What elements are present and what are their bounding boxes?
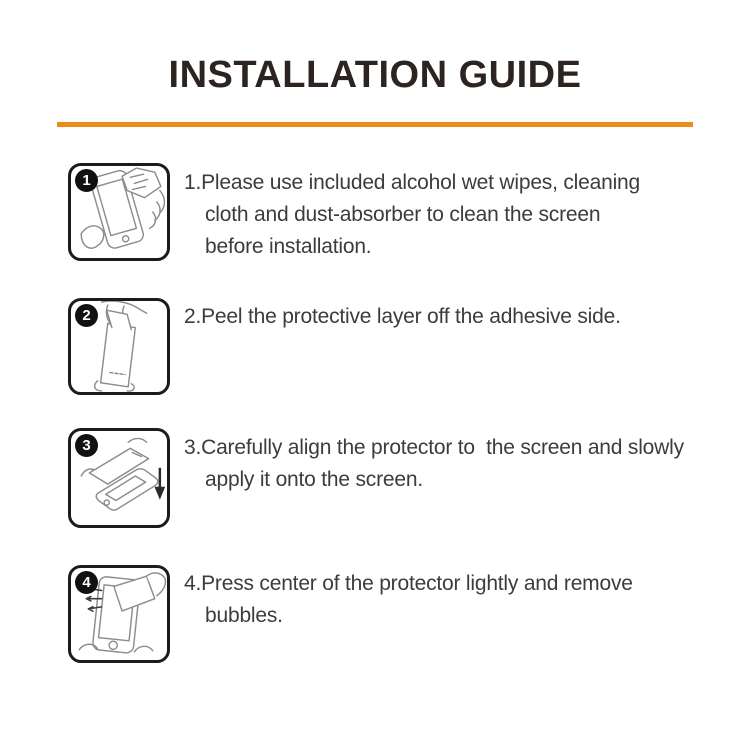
step-1-line-3: before installation. [205,235,372,258]
step-2-illustration-box [68,298,170,395]
step-2-line-1: 2.Peel the protective layer off the adhesive side. [184,305,621,328]
step-4-line-2: bubbles. [205,604,283,627]
title-divider [57,122,693,127]
step-4-line-1: 4.Press center of the protector lightly and remove [184,572,633,595]
step-2-number-badge: 2 [75,304,98,327]
step-2-instruction [184,301,621,333]
step-4-number-badge: 4 [75,571,98,594]
step-1-instruction [184,167,640,263]
step-4-instruction [184,568,633,632]
step-1-number-badge: 1 [75,169,98,192]
step-3-instruction [184,432,684,496]
step-1-line-1: 1.Please use included alcohol wet wipes, cleaning [184,171,640,194]
step-1-illustration-box [68,163,170,261]
step-4-illustration-box [68,565,170,663]
step-3-illustration-box [68,428,170,528]
page-title: INSTALLATION GUIDE [168,54,582,96]
step-3-number-badge: 3 [75,434,98,457]
step-1-line-2: cloth and dust-absorber to clean the screen [205,203,601,226]
step-3-line-1: 3.Carefully align the protector to the screen and slowly [184,436,684,459]
step-3-line-2: apply it onto the screen. [205,468,423,491]
